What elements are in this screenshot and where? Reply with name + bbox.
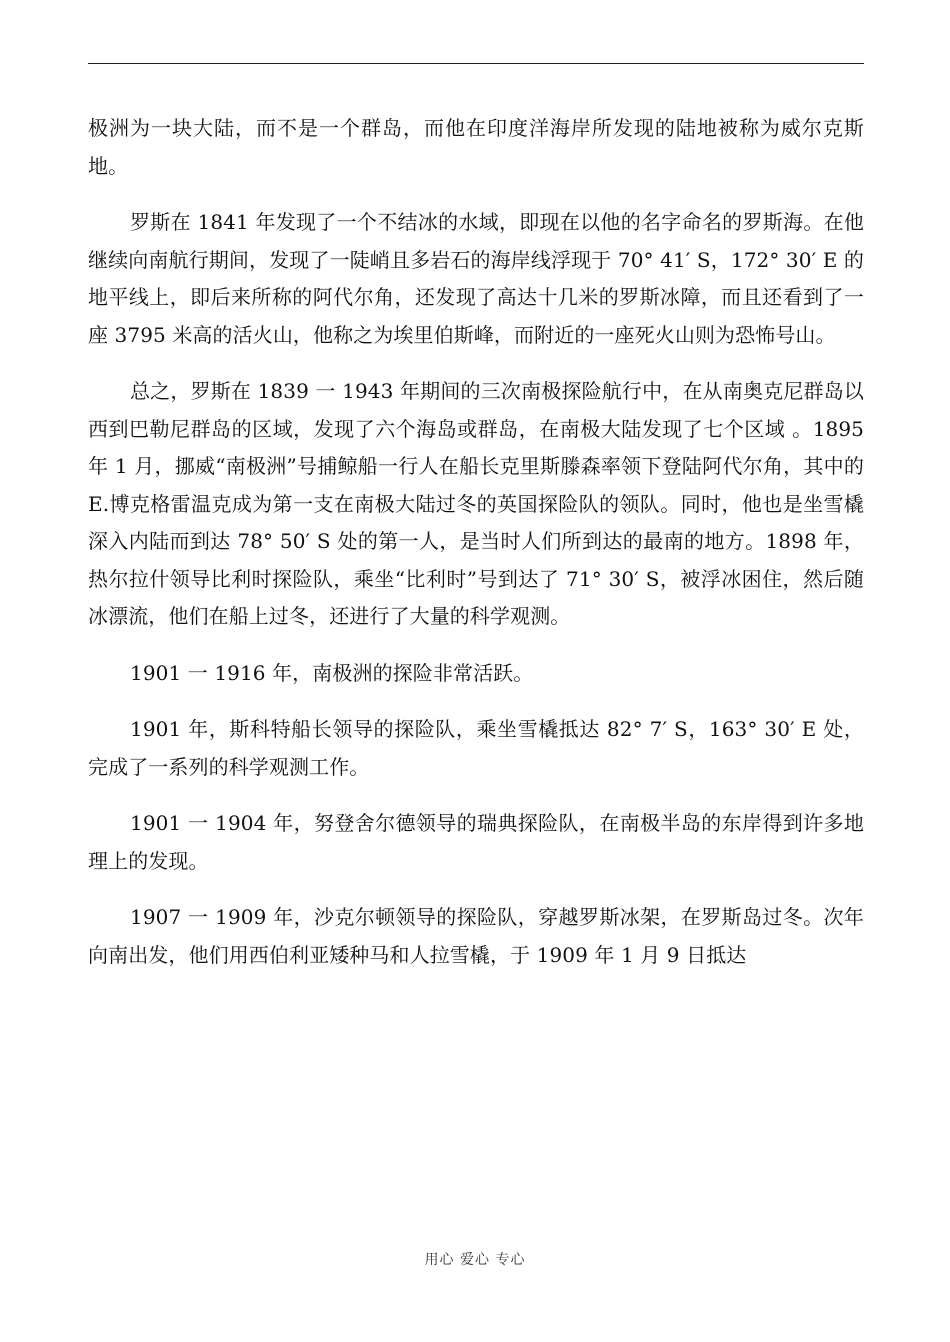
header-rule [88, 63, 864, 64]
paragraph-4: 1901 一 1916 年，南极洲的探险非常活跃。 [130, 660, 534, 685]
paragraph-3: 总之，罗斯在 1839 一 1943 年期间的三次南极探险航行中，在从南奥克尼群岛以西到巴勒尼群岛的区域，发现了六个海岛或群岛，在南极大陆发现了七个区域 。1895 年 1 月，挪威“南极洲”号捕鲸船一行人在船长克里斯滕森率领下登陆阿代尔角，其中的 E.博克格雷温克成为第一支在南极大陆过冬的英国探险队的领队。同时，他也是坐雪橇深入内陆而到达 78° 50′ S 处的第一人，是当时人们所到达的最南的地方。1898 年，热尔拉什领导比利时探险队，乘坐“比利时”号到达了 71° 30′ S，被浮冰困住，然后随冰漂流，他们在船上过冬，还进行了大量的科学观测。 [88, 379, 864, 628]
paragraph-1: 极洲为一块大陆，而不是一个群岛，而他在印度洋海岸所发现的陆地被称为威尔克斯地。 [88, 116, 864, 178]
paragraph-5: 1901 年，斯科特船长领导的探险队，乘坐雪橇抵达 82° 7′ S，163° 30′ E 处，完成了一系列的科学观测工作。 [88, 717, 864, 779]
page-footer: 用心 爱心 专心 [424, 1252, 526, 1268]
paragraph-7: 1907 一 1909 年，沙克尔顿领导的探险队，穿越罗斯冰架，在罗斯岛过冬。次年向南出发，他们用西伯利亚矮种马和人拉雪橇，于 1909 年 1 月 9 日抵达 [88, 905, 864, 967]
paragraph-6: 1901 一 1904 年，努登舍尔德领导的瑞典探险队，在南极半岛的东岸得到许多地理上的发现。 [88, 811, 864, 873]
document-body [88, 110, 864, 974]
paragraph-2: 罗斯在 1841 年发现了一个不结冰的水域，即现在以他的名字命名的罗斯海。在他继续向南航行期间，发现了一陡峭且多岩石的海岸线浮现于 70° 41′ S，172° 30′ E 的地平线上，即后来所称的阿代尔角，还发现了高达十几米的罗斯冰障，而且还看到了一座 3795 米高的活火山，他称之为埃里伯斯峰，而附近的一座死火山则为恐怖号山。 [88, 210, 864, 347]
